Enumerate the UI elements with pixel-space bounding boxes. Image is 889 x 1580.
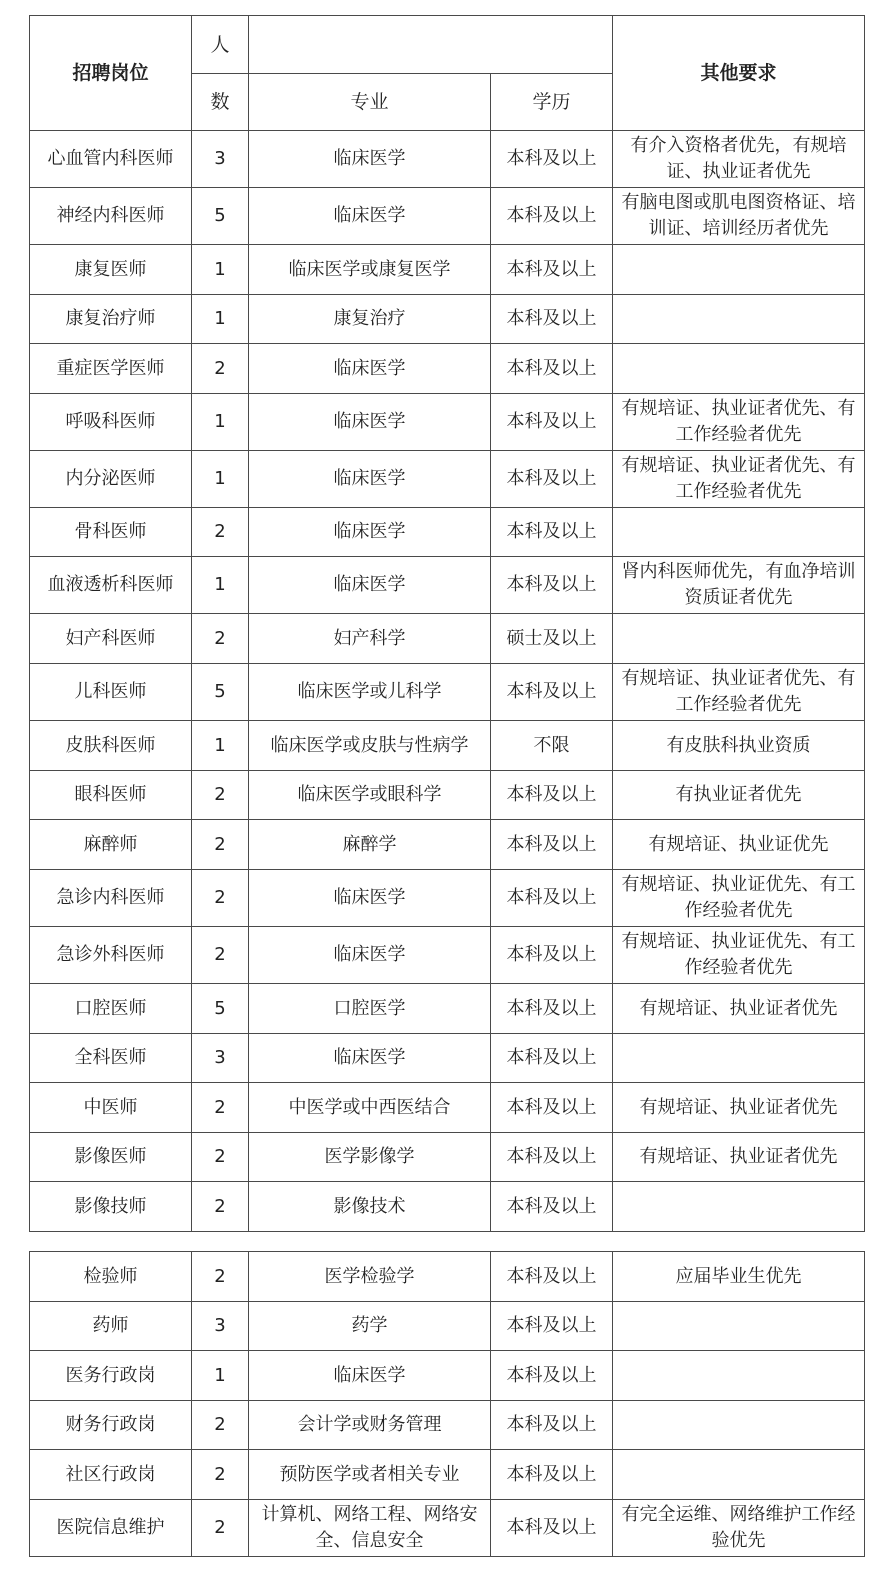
position-cell: 中医师 bbox=[30, 1083, 192, 1133]
position-cell: 骨科医师 bbox=[30, 508, 192, 557]
education-cell: 本科及以上 bbox=[491, 1083, 613, 1133]
requirements-cell bbox=[613, 1182, 865, 1232]
count-cell: 1 bbox=[192, 394, 249, 451]
table-row bbox=[30, 1182, 865, 1232]
requirements-cell: 应届毕业生优先 bbox=[613, 1252, 865, 1302]
education-cell: 本科及以上 bbox=[491, 1302, 613, 1351]
major-cell: 临床医学 bbox=[249, 131, 491, 188]
table-row bbox=[30, 1083, 865, 1133]
requirements-cell bbox=[613, 1302, 865, 1351]
position-cell: 康复医师 bbox=[30, 245, 192, 295]
requirements-cell: 有介入资格者优先，有规培证、执业证者优先 bbox=[613, 131, 865, 188]
position-cell: 医院信息维护 bbox=[30, 1500, 192, 1557]
requirements-cell: 有规培证、执业证者优先、有工作经验者优先 bbox=[613, 451, 865, 508]
count-cell: 1 bbox=[192, 245, 249, 295]
recruitment-table-continued bbox=[29, 1251, 865, 1557]
table-row bbox=[30, 1401, 865, 1450]
position-cell: 医务行政岗 bbox=[30, 1351, 192, 1401]
count-cell: 2 bbox=[192, 1182, 249, 1232]
position-cell: 药师 bbox=[30, 1302, 192, 1351]
education-cell: 本科及以上 bbox=[491, 245, 613, 295]
major-cell: 麻醉学 bbox=[249, 820, 491, 870]
table-row bbox=[30, 721, 865, 771]
count-cell: 2 bbox=[192, 1252, 249, 1302]
education-cell: 本科及以上 bbox=[491, 1182, 613, 1232]
requirements-cell: 有脑电图或肌电图资格证、培训证、培训经历者优先 bbox=[613, 188, 865, 245]
count-cell: 1 bbox=[192, 721, 249, 771]
position-cell: 皮肤科医师 bbox=[30, 721, 192, 771]
table-row bbox=[30, 1133, 865, 1182]
major-cell: 会计学或财务管理 bbox=[249, 1401, 491, 1450]
position-cell: 眼科医师 bbox=[30, 771, 192, 820]
major-cell: 临床医学 bbox=[249, 394, 491, 451]
position-cell: 影像医师 bbox=[30, 1133, 192, 1182]
position-cell: 重症医学医师 bbox=[30, 344, 192, 394]
requirements-cell: 有规培证、执业证者优先 bbox=[613, 1133, 865, 1182]
count-cell: 2 bbox=[192, 1450, 249, 1500]
education-cell: 本科及以上 bbox=[491, 1252, 613, 1302]
count-cell: 3 bbox=[192, 131, 249, 188]
header-blank bbox=[249, 16, 613, 74]
table-row bbox=[30, 131, 865, 188]
major-cell: 临床医学 bbox=[249, 188, 491, 245]
count-cell: 2 bbox=[192, 1083, 249, 1133]
major-cell: 临床医学 bbox=[249, 344, 491, 394]
education-cell: 本科及以上 bbox=[491, 344, 613, 394]
major-cell: 临床医学或皮肤与性病学 bbox=[249, 721, 491, 771]
education-cell: 本科及以上 bbox=[491, 927, 613, 984]
requirements-cell bbox=[613, 1351, 865, 1401]
education-cell: 本科及以上 bbox=[491, 451, 613, 508]
table-row bbox=[30, 927, 865, 984]
table-row bbox=[30, 508, 865, 557]
major-cell: 口腔医学 bbox=[249, 984, 491, 1034]
position-cell: 麻醉师 bbox=[30, 820, 192, 870]
count-cell: 1 bbox=[192, 451, 249, 508]
major-cell: 临床医学 bbox=[249, 451, 491, 508]
table-row bbox=[30, 295, 865, 344]
header-education: 学历 bbox=[491, 74, 613, 131]
education-cell: 本科及以上 bbox=[491, 984, 613, 1034]
major-cell: 中医学或中西医结合 bbox=[249, 1083, 491, 1133]
major-cell: 药学 bbox=[249, 1302, 491, 1351]
count-cell: 2 bbox=[192, 870, 249, 927]
requirements-cell bbox=[613, 1034, 865, 1083]
education-cell: 本科及以上 bbox=[491, 870, 613, 927]
count-cell: 2 bbox=[192, 820, 249, 870]
table-row bbox=[30, 1450, 865, 1500]
table-row bbox=[30, 1302, 865, 1351]
education-cell: 本科及以上 bbox=[491, 1034, 613, 1083]
education-cell: 本科及以上 bbox=[491, 1401, 613, 1450]
requirements-cell: 有规培证、执业证者优先、有工作经验者优先 bbox=[613, 394, 865, 451]
count-cell: 2 bbox=[192, 508, 249, 557]
position-cell: 儿科医师 bbox=[30, 664, 192, 721]
education-cell: 本科及以上 bbox=[491, 1351, 613, 1401]
education-cell: 硕士及以上 bbox=[491, 614, 613, 664]
position-cell: 心血管内科医师 bbox=[30, 131, 192, 188]
major-cell: 临床医学 bbox=[249, 1351, 491, 1401]
major-cell: 影像技术 bbox=[249, 1182, 491, 1232]
requirements-cell: 有皮肤科执业资质 bbox=[613, 721, 865, 771]
education-cell: 本科及以上 bbox=[491, 131, 613, 188]
table-row bbox=[30, 771, 865, 820]
education-cell: 本科及以上 bbox=[491, 508, 613, 557]
header-count-bottom: 数 bbox=[192, 74, 249, 131]
major-cell: 医学影像学 bbox=[249, 1133, 491, 1182]
position-cell: 内分泌医师 bbox=[30, 451, 192, 508]
recruitment-table-main bbox=[29, 15, 865, 1232]
position-cell: 全科医师 bbox=[30, 1034, 192, 1083]
requirements-cell bbox=[613, 508, 865, 557]
education-cell: 本科及以上 bbox=[491, 557, 613, 614]
header-other-requirements: 其他要求 bbox=[613, 16, 865, 131]
table-row bbox=[30, 557, 865, 614]
major-cell: 临床医学 bbox=[249, 1034, 491, 1083]
count-cell: 2 bbox=[192, 771, 249, 820]
count-cell: 1 bbox=[192, 295, 249, 344]
table-row bbox=[30, 344, 865, 394]
major-cell: 康复治疗 bbox=[249, 295, 491, 344]
requirements-cell bbox=[613, 614, 865, 664]
major-cell: 临床医学或眼科学 bbox=[249, 771, 491, 820]
education-cell: 本科及以上 bbox=[491, 394, 613, 451]
education-cell: 本科及以上 bbox=[491, 295, 613, 344]
requirements-cell: 有规培证、执业证优先、有工作经验者优先 bbox=[613, 870, 865, 927]
count-cell: 2 bbox=[192, 1133, 249, 1182]
table-row bbox=[30, 1351, 865, 1401]
count-cell: 2 bbox=[192, 614, 249, 664]
table-row bbox=[30, 245, 865, 295]
requirements-cell bbox=[613, 1450, 865, 1500]
count-cell: 2 bbox=[192, 1500, 249, 1557]
position-cell: 财务行政岗 bbox=[30, 1401, 192, 1450]
count-cell: 2 bbox=[192, 344, 249, 394]
count-cell: 3 bbox=[192, 1034, 249, 1083]
major-cell: 临床医学或康复医学 bbox=[249, 245, 491, 295]
requirements-cell bbox=[613, 245, 865, 295]
count-cell: 5 bbox=[192, 664, 249, 721]
count-cell: 2 bbox=[192, 1401, 249, 1450]
header-position: 招聘岗位 bbox=[30, 16, 192, 131]
table-row bbox=[30, 984, 865, 1034]
requirements-cell: 有完全运维、网络维护工作经验优先 bbox=[613, 1500, 865, 1557]
major-cell: 医学检验学 bbox=[249, 1252, 491, 1302]
count-cell: 1 bbox=[192, 557, 249, 614]
position-cell: 急诊内科医师 bbox=[30, 870, 192, 927]
position-cell: 血液透析科医师 bbox=[30, 557, 192, 614]
education-cell: 本科及以上 bbox=[491, 771, 613, 820]
major-cell: 计算机、网络工程、网络安全、信息安全 bbox=[249, 1500, 491, 1557]
education-cell: 本科及以上 bbox=[491, 1133, 613, 1182]
major-cell: 临床医学或儿科学 bbox=[249, 664, 491, 721]
requirements-cell: 有规培证、执业证者优先 bbox=[613, 984, 865, 1034]
table-row bbox=[30, 394, 865, 451]
position-cell: 呼吸科医师 bbox=[30, 394, 192, 451]
education-cell: 本科及以上 bbox=[491, 188, 613, 245]
requirements-cell: 有规培证、执业证者优先、有工作经验者优先 bbox=[613, 664, 865, 721]
education-cell: 本科及以上 bbox=[491, 664, 613, 721]
table-row bbox=[30, 1252, 865, 1302]
table-row bbox=[30, 614, 865, 664]
requirements-cell: 有执业证者优先 bbox=[613, 771, 865, 820]
major-cell: 临床医学 bbox=[249, 927, 491, 984]
header-major: 专业 bbox=[249, 74, 491, 131]
position-cell: 急诊外科医师 bbox=[30, 927, 192, 984]
major-cell: 临床医学 bbox=[249, 870, 491, 927]
major-cell: 妇产科学 bbox=[249, 614, 491, 664]
table-row bbox=[30, 1500, 865, 1557]
table-row bbox=[30, 451, 865, 508]
position-cell: 神经内科医师 bbox=[30, 188, 192, 245]
table-row bbox=[30, 1034, 865, 1083]
requirements-cell bbox=[613, 1401, 865, 1450]
table-row bbox=[30, 820, 865, 870]
education-cell: 本科及以上 bbox=[491, 820, 613, 870]
requirements-cell bbox=[613, 295, 865, 344]
major-cell: 临床医学 bbox=[249, 508, 491, 557]
position-cell: 妇产科医师 bbox=[30, 614, 192, 664]
position-cell: 影像技师 bbox=[30, 1182, 192, 1232]
education-cell: 本科及以上 bbox=[491, 1450, 613, 1500]
requirements-cell: 有规培证、执业证者优先 bbox=[613, 1083, 865, 1133]
count-cell: 1 bbox=[192, 1351, 249, 1401]
requirements-cell bbox=[613, 344, 865, 394]
major-cell: 临床医学 bbox=[249, 557, 491, 614]
requirements-cell: 有规培证、执业证优先 bbox=[613, 820, 865, 870]
major-cell: 预防医学或者相关专业 bbox=[249, 1450, 491, 1500]
table-row bbox=[30, 870, 865, 927]
count-cell: 5 bbox=[192, 188, 249, 245]
header-count-top: 人 bbox=[192, 16, 249, 74]
position-cell: 检验师 bbox=[30, 1252, 192, 1302]
position-cell: 康复治疗师 bbox=[30, 295, 192, 344]
count-cell: 2 bbox=[192, 927, 249, 984]
position-cell: 口腔医师 bbox=[30, 984, 192, 1034]
requirements-cell: 有规培证、执业证优先、有工作经验者优先 bbox=[613, 927, 865, 984]
table-row bbox=[30, 664, 865, 721]
count-cell: 3 bbox=[192, 1302, 249, 1351]
education-cell: 不限 bbox=[491, 721, 613, 771]
count-cell: 5 bbox=[192, 984, 249, 1034]
requirements-cell: 肾内科医师优先，有血净培训资质证者优先 bbox=[613, 557, 865, 614]
position-cell: 社区行政岗 bbox=[30, 1450, 192, 1500]
table-row bbox=[30, 188, 865, 245]
education-cell: 本科及以上 bbox=[491, 1500, 613, 1557]
